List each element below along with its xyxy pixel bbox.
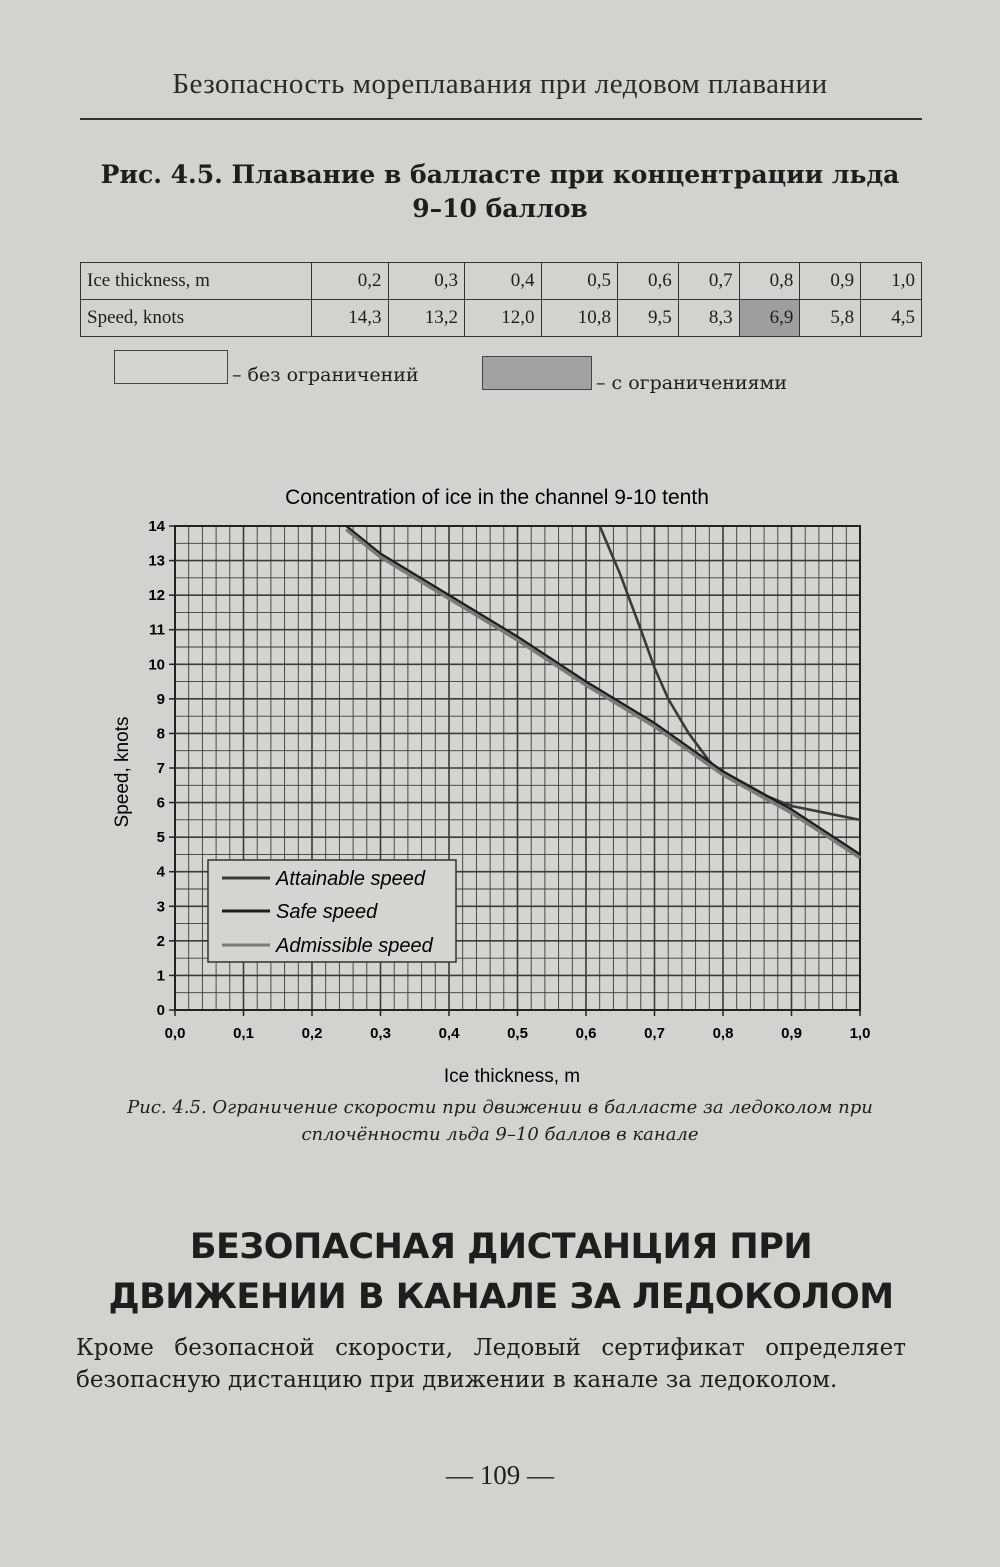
table-cell: 13,2 [388,300,465,337]
table-row-label: Ice thickness, m [81,263,312,300]
x-tick-label: 1,0 [849,1025,871,1042]
table-cell: 0,6 [618,263,679,300]
chart-legend [208,860,456,962]
legend-entry-attainable: Attainable speed [276,868,426,890]
table-row-thickness [81,263,922,300]
figure-title-line1: Рис. 4.5. Плавание в балласте при концентрации льда [100,160,900,189]
y-tick-label: 8 [156,725,165,743]
figure-title-line2: 9–10 баллов [412,194,588,223]
table-cell: 9,5 [618,300,679,337]
table-cell: 14,3 [312,300,389,337]
page-number: — 109 — [446,1460,554,1490]
section-heading: БЕЗОПАСНАЯ ДИСТАНЦИЯ ПРИ ДВИЖЕНИИ В КАНАЛЕ ЗА ЛЕДОКОЛОМ [108,1227,894,1317]
table-cell: 10,8 [541,300,618,337]
y-tick-label: 6 [156,794,165,812]
figure-title [100,158,900,226]
y-tick-label: 7 [156,760,165,777]
x-tick-label: 0,3 [370,1025,391,1042]
y-tick-label: 10 [148,656,165,674]
legend-swatch-unrestricted [114,350,228,384]
legend-label-restricted: – с ограничениями [596,372,787,394]
table-cell: 5,8 [800,300,861,337]
x-axis-label: Ice thickness, m [443,1066,581,1087]
x-tick-label: 0,1 [233,1025,254,1042]
table-cell: 0,7 [678,263,739,300]
table-cell: 0,9 [800,263,861,300]
table-cell: 0,5 [541,263,618,300]
table-cell: 0,8 [739,263,800,300]
y-tick-label: 1 [156,967,165,985]
y-tick-label: 0 [156,1002,165,1019]
body-paragraph: Кроме безопасной скорости, Ледовый сертификат определяет безопасную дистанцию при движении в канале за ледоколом. [76,1335,906,1393]
x-tick-label: 0,4 [438,1025,460,1042]
table-cell: 4,5 [861,300,922,337]
legend-entry-admissible: Admissible speed [276,935,433,957]
legend-entry-safe: Safe speed [276,901,378,923]
y-tick-label: 12 [148,587,165,605]
chart-title: Concentration of ice in the channel 9-10 tenth [285,486,709,509]
y-tick-label: 11 [149,621,165,639]
x-tick-label: 0,6 [575,1025,597,1042]
y-axis-ticks [148,518,175,1019]
x-axis-ticks [165,1010,871,1042]
table-cell: 12,0 [465,300,542,337]
x-tick-label: 0,5 [507,1025,528,1042]
table-row-label: Speed, knots [81,300,312,337]
x-tick-label: 0,8 [712,1025,734,1042]
x-tick-label: 0,7 [644,1025,665,1042]
table-row-speed [81,300,922,337]
y-tick-label: 13 [148,552,165,570]
y-axis-label: Speed, knots [112,716,133,828]
y-tick-label: 4 [156,863,165,881]
header-rule [80,118,922,120]
table-cell: 1,0 [861,263,922,300]
x-tick-label: 0,9 [781,1025,802,1042]
table-cell: 0,2 [312,263,389,300]
speed-chart [80,470,920,1090]
y-tick-label: 14 [148,518,165,535]
legend-swatch-restricted [482,356,592,390]
running-header: Безопасность мореплавания при ледовом плавании [172,68,828,100]
table-cell: 0,4 [465,263,542,300]
y-tick-label: 2 [156,932,165,950]
speed-table [80,262,922,337]
x-tick-label: 0,2 [301,1025,323,1042]
table-cell: 0,3 [388,263,465,300]
figure-caption: Рис. 4.5. Ограничение скорости при движении в балласте за ледоколом при сплочённости льда 9–10 баллов в канале [127,1097,873,1145]
y-tick-label: 5 [156,829,165,847]
x-tick-label: 0,0 [164,1025,186,1042]
table-cell: 8,3 [678,300,739,337]
table-cell-limited: 6,9 [739,300,800,337]
y-tick-label: 3 [156,898,165,916]
y-tick-label: 9 [156,690,165,708]
legend-label-unrestricted: – без ограничений [232,364,419,386]
